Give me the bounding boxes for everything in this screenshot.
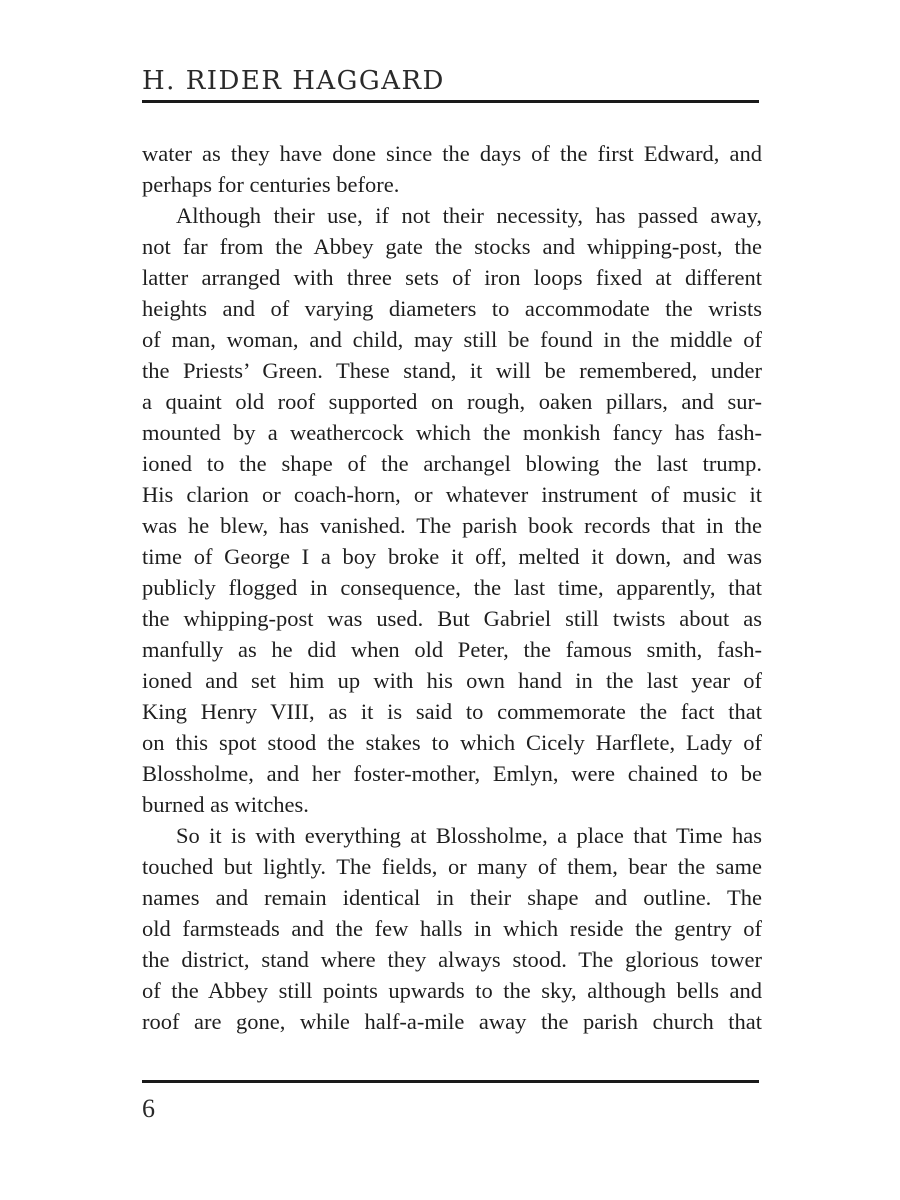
- text-line: touched but lightly. The fields, or many of them, bear the same: [142, 854, 762, 879]
- text-line: of man, woman, and child, may still be found in the middle of: [142, 327, 762, 352]
- page-number: 6: [142, 1094, 155, 1123]
- text-line: was he blew, has vanished. The parish book records that in the: [142, 513, 762, 538]
- text-line: heights and of varying diameters to accommodate the wrists: [142, 296, 762, 321]
- text-line: a quaint old roof supported on rough, oaken pillars, and sur-: [142, 389, 762, 414]
- text-line: names and remain identical in their shape and outline. The: [142, 885, 762, 910]
- footer-rule: [142, 1080, 759, 1083]
- text-line: water as they have done since the days of the first Edward, and: [142, 141, 762, 166]
- text-line: the whipping-post was used. But Gabriel still twists about as: [142, 606, 762, 631]
- text-line: Although their use, if not their necessity, has passed away,: [176, 203, 762, 228]
- text-line: the Priests’ Green. These stand, it will be remembered, under: [142, 358, 762, 383]
- text-line: on this spot stood the stakes to which Cicely Harflete, Lady of: [142, 730, 762, 755]
- text-line: publicly flogged in consequence, the last time, apparently, that: [142, 575, 762, 600]
- text-line: manfully as he did when old Peter, the famous smith, fash-: [142, 637, 762, 662]
- text-line: So it is with everything at Blossholme, a place that Time has: [176, 823, 762, 848]
- header-rule: [142, 100, 759, 103]
- text-line: burned as witches.: [142, 792, 309, 817]
- text-line: not far from the Abbey gate the stocks and whipping-post, the: [142, 234, 762, 259]
- text-line: the district, stand where they always stood. The glorious tower: [142, 947, 762, 972]
- text-line: ioned and set him up with his own hand in the last year of: [142, 668, 762, 693]
- text-line: Blossholme, and her foster-mother, Emlyn, were chained to be: [142, 761, 762, 786]
- running-head: H. RIDER HAGGARD: [142, 66, 445, 96]
- text-line: latter arranged with three sets of iron loops fixed at different: [142, 265, 762, 290]
- text-line: ioned to the shape of the archangel blowing the last trump.: [142, 451, 762, 476]
- text-line: of the Abbey still points upwards to the sky, although bells and: [142, 978, 762, 1003]
- body-text: [142, 138, 762, 1037]
- text-line: King Henry VIII, as it is said to commemorate the fact that: [142, 699, 762, 724]
- text-line: His clarion or coach-horn, or whatever instrument of music it: [142, 482, 762, 507]
- text-line: old farmsteads and the few halls in which reside the gentry of: [142, 916, 762, 941]
- text-line: time of George I a boy broke it off, melted it down, and was: [142, 544, 762, 569]
- text-line: perhaps for centuries before.: [142, 172, 400, 197]
- text-line: mounted by a weathercock which the monkish fancy has fash-: [142, 420, 762, 445]
- text-line: roof are gone, while half-a-mile away the parish church that: [142, 1009, 762, 1034]
